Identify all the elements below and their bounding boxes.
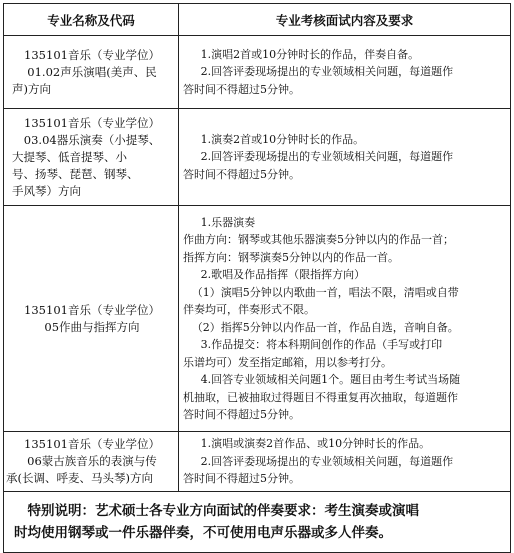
requirement-line: 1.演唱或演奏2首作品、或10分钟时长的作品。 bbox=[200, 437, 431, 451]
major-line: 03.04器乐演奏（小提琴、 bbox=[23, 132, 161, 147]
note-line: 特别说明：艺术硕士各专业方向面试的伴奏要求：考生演奏或演唱 bbox=[27, 503, 419, 519]
table-row bbox=[4, 206, 511, 432]
major-cell bbox=[4, 432, 179, 492]
major-line: 135101音乐（专业学位） bbox=[24, 47, 160, 62]
major-line: 135101音乐（专业学位） bbox=[24, 115, 160, 130]
major-cell bbox=[4, 36, 179, 109]
major-line: 01.02声乐演唱(美声、民 bbox=[27, 64, 157, 79]
major-line: 06蒙古族音乐的表演与传 bbox=[27, 454, 157, 468]
major-line: 承(长调、呼麦、马头琴)方向 bbox=[6, 471, 153, 485]
requirement-line: 机抽取，已被抽取过得题目不得重复再次抽取，每道题作 bbox=[183, 390, 458, 404]
requirement-line: 乐谱均可）发至指定邮箱，用以参考打分。 bbox=[183, 355, 392, 369]
requirements-cell bbox=[179, 206, 511, 432]
requirements-cell bbox=[179, 432, 511, 492]
major-line: 声)方向 bbox=[12, 81, 51, 96]
major-line: 大提琴、低音提琴、小 bbox=[12, 149, 127, 164]
major-line: 手风琴）方向 bbox=[12, 183, 81, 198]
requirement-line: 答时间不得超过5分钟。 bbox=[183, 408, 300, 421]
requirement-line: 答时间不得超过5分钟。 bbox=[183, 167, 300, 181]
major-cell bbox=[4, 109, 179, 206]
major-line: 号、扬琴、琵琶、钢琴、 bbox=[12, 166, 139, 181]
requirement-line: 2.回答评委现场提出的专业领域相关问题，每道题作 bbox=[200, 150, 454, 164]
major-cell bbox=[4, 206, 179, 432]
major-line: 135101音乐（专业学位） bbox=[24, 302, 160, 317]
note-row bbox=[4, 492, 511, 553]
requirement-line: 1.乐器演奏 bbox=[200, 215, 256, 229]
requirement-line: 伴奏均可，伴奏形式不限。 bbox=[183, 303, 315, 316]
note-line: 时均使用钢琴或一件乐器伴奏，不可使用电声乐器或多人伴奏。 bbox=[14, 525, 392, 541]
requirement-line: 1.演奏2首或10分钟时长的作品。 bbox=[200, 132, 365, 146]
requirement-line: 2.歌唱及作品指挥（限指挥方向） bbox=[200, 268, 366, 281]
requirements-table bbox=[3, 3, 511, 553]
requirement-line: （1）演唱5分钟以内歌曲一首，唱法不限，清唱或自带 bbox=[191, 285, 459, 299]
requirement-line: 作曲方向：钢琴或其他乐器演奏5分钟以内的作品一首； bbox=[183, 233, 454, 246]
table-row bbox=[4, 36, 511, 109]
major-line: 135101音乐（专业学位） bbox=[24, 437, 160, 451]
table-row bbox=[4, 432, 511, 492]
major-line: 05作曲与指挥方向 bbox=[44, 319, 140, 334]
requirement-line: 3.作品提交：将本科期间创作的作品（手写或打印 bbox=[200, 338, 443, 351]
requirements-cell bbox=[179, 109, 511, 206]
special-note bbox=[4, 492, 511, 553]
requirement-line: 答时间不得超过5分钟。 bbox=[183, 82, 300, 96]
requirements-cell bbox=[179, 36, 511, 109]
requirement-line: 指挥方向：钢琴演奏5分钟以内的作品一首。 bbox=[183, 250, 399, 264]
requirement-line: 答时间不得超过5分钟。 bbox=[183, 472, 300, 486]
requirement-line: 2.回答评委现场提出的专业领域相关问题，每道题作 bbox=[200, 454, 454, 468]
requirement-line: 1.演唱2首或10分钟时长的作品，伴奏自备。 bbox=[200, 47, 420, 61]
table-row bbox=[4, 109, 511, 206]
requirement-line: （2）指挥5分钟以内作品一首，作品自选，音响自备。 bbox=[191, 320, 459, 334]
requirement-line: 2.回答评委现场提出的专业领域相关问题，每道题作 bbox=[200, 65, 454, 79]
header-major-name-code: 专业名称及代码 bbox=[4, 4, 179, 36]
requirement-line: 4.回答专业领域相关问题1个。题目由考生考试当场随 bbox=[200, 373, 461, 386]
header-exam-content: 专业考核面试内容及要求 bbox=[179, 4, 511, 36]
table-header-row bbox=[4, 4, 511, 36]
